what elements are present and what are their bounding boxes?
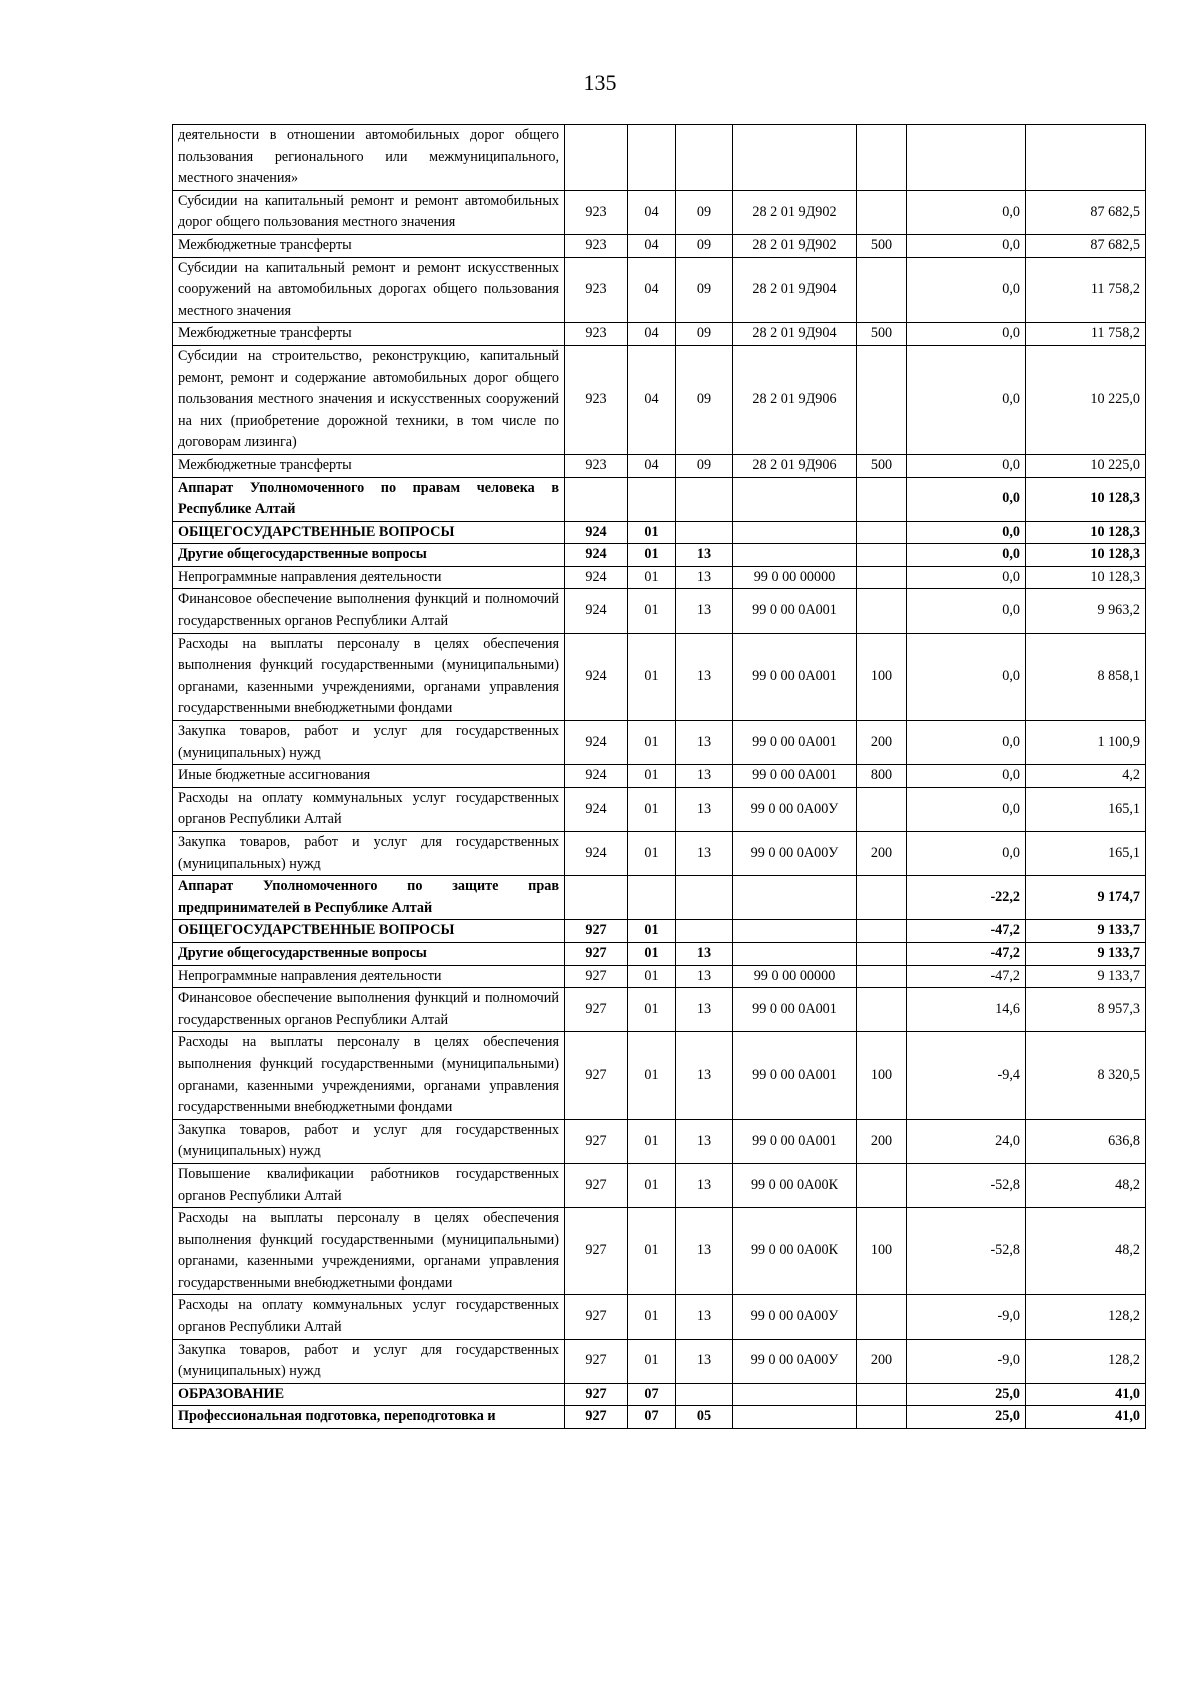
expense-type-cell: 100 (857, 633, 907, 720)
expense-type-cell (857, 942, 907, 965)
expense-type-cell (857, 1163, 907, 1207)
change-amount-cell: 24,0 (907, 1119, 1026, 1163)
expense-type-cell: 500 (857, 454, 907, 477)
expense-type-cell (857, 566, 907, 589)
table-row (173, 589, 1146, 633)
section-cell: 04 (628, 257, 676, 323)
row-name-cell: Расходы на оплату коммунальных услуг государственных органов Республики Алтай (173, 1295, 565, 1339)
total-amount-cell: 10 128,3 (1026, 566, 1146, 589)
expense-type-cell (857, 876, 907, 920)
target-article-cell: 28 2 01 9Д902 (733, 190, 857, 234)
target-article-cell: 28 2 01 9Д906 (733, 454, 857, 477)
expense-type-cell: 500 (857, 234, 907, 257)
table-body (173, 125, 1146, 1429)
row-name-cell: Субсидии на строительство, реконструкцию, капитальный ремонт, ремонт и содержание автомобильных дорог общего пользования местного значения и искусственных сооружений на них (приобретение дорожной техники, в том числе по договорам лизинга) (173, 345, 565, 454)
row-name-cell: Аппарат Уполномоченного по защите прав предпринимателей в Республике Алтай (173, 876, 565, 920)
expense-type-cell (857, 1406, 907, 1429)
expense-type-cell (857, 787, 907, 831)
target-article-cell (733, 521, 857, 544)
change-amount-cell: 0,0 (907, 832, 1026, 876)
total-amount-cell: 41,0 (1026, 1406, 1146, 1429)
subsection-cell: 13 (676, 787, 733, 831)
grbs-cell (565, 477, 628, 521)
table-row (173, 965, 1146, 988)
section-cell (628, 876, 676, 920)
grbs-cell: 927 (565, 1208, 628, 1295)
change-amount-cell: 0,0 (907, 190, 1026, 234)
grbs-cell: 923 (565, 257, 628, 323)
expense-type-cell: 100 (857, 1032, 907, 1119)
change-amount-cell: -52,8 (907, 1208, 1026, 1295)
target-article-cell: 99 0 00 0А001 (733, 1119, 857, 1163)
table-row (173, 125, 1146, 191)
table-row (173, 345, 1146, 454)
row-name-cell: Субсидии на капитальный ремонт и ремонт искусственных сооружений на автомобильных дорогах общего пользования местного значения (173, 257, 565, 323)
total-amount-cell: 48,2 (1026, 1163, 1146, 1207)
row-name-cell: Непрограммные направления деятельности (173, 566, 565, 589)
table-row (173, 544, 1146, 567)
table-row (173, 1119, 1146, 1163)
row-name-cell: ОБЩЕГОСУДАРСТВЕННЫЕ ВОПРОСЫ (173, 521, 565, 544)
row-name-cell: ОБЩЕГОСУДАРСТВЕННЫЕ ВОПРОСЫ (173, 920, 565, 943)
total-amount-cell: 9 133,7 (1026, 965, 1146, 988)
grbs-cell: 923 (565, 323, 628, 346)
subsection-cell: 13 (676, 1163, 733, 1207)
total-amount-cell: 9 133,7 (1026, 920, 1146, 943)
change-amount-cell: 0,0 (907, 787, 1026, 831)
change-amount-cell: 0,0 (907, 477, 1026, 521)
expense-type-cell (857, 345, 907, 454)
table-row (173, 765, 1146, 788)
grbs-cell: 924 (565, 521, 628, 544)
total-amount-cell: 1 100,9 (1026, 721, 1146, 765)
page-number: 135 (583, 70, 617, 95)
target-article-cell: 99 0 00 0А00У (733, 1295, 857, 1339)
change-amount-cell: -9,0 (907, 1339, 1026, 1383)
table-row (173, 323, 1146, 346)
change-amount-cell: 25,0 (907, 1406, 1026, 1429)
section-cell: 01 (628, 988, 676, 1032)
row-name-cell: ОБРАЗОВАНИЕ (173, 1383, 565, 1406)
expense-type-cell: 200 (857, 1339, 907, 1383)
target-article-cell: 99 0 00 0А00К (733, 1208, 857, 1295)
row-name-cell: деятельности в отношении автомобильных дорог общего пользования регионального или межмуниципального, местного значения» (173, 125, 565, 191)
expense-type-cell (857, 477, 907, 521)
row-name-cell: Закупка товаров, работ и услуг для государственных (муниципальных) нужд (173, 1339, 565, 1383)
expense-type-cell (857, 544, 907, 567)
total-amount-cell (1026, 125, 1146, 191)
change-amount-cell: 25,0 (907, 1383, 1026, 1406)
expense-type-cell: 800 (857, 765, 907, 788)
change-amount-cell: -22,2 (907, 876, 1026, 920)
section-cell: 01 (628, 521, 676, 544)
expense-type-cell (857, 1295, 907, 1339)
target-article-cell: 28 2 01 9Д902 (733, 234, 857, 257)
subsection-cell: 13 (676, 1295, 733, 1339)
section-cell: 01 (628, 721, 676, 765)
section-cell: 01 (628, 1295, 676, 1339)
section-cell: 01 (628, 942, 676, 965)
target-article-cell: 99 0 00 0А001 (733, 589, 857, 633)
section-cell: 01 (628, 787, 676, 831)
grbs-cell: 927 (565, 1295, 628, 1339)
subsection-cell: 09 (676, 190, 733, 234)
target-article-cell: 99 0 00 00000 (733, 965, 857, 988)
grbs-cell: 927 (565, 1383, 628, 1406)
total-amount-cell: 9 133,7 (1026, 942, 1146, 965)
section-cell: 04 (628, 323, 676, 346)
table-row (173, 1339, 1146, 1383)
grbs-cell: 924 (565, 544, 628, 567)
grbs-cell: 927 (565, 920, 628, 943)
total-amount-cell: 8 858,1 (1026, 633, 1146, 720)
change-amount-cell: -9,4 (907, 1032, 1026, 1119)
section-cell: 01 (628, 920, 676, 943)
change-amount-cell: 0,0 (907, 257, 1026, 323)
change-amount-cell: -9,0 (907, 1295, 1026, 1339)
expense-type-cell: 100 (857, 1208, 907, 1295)
row-name-cell: Расходы на выплаты персоналу в целях обеспечения выполнения функций государственными (муниципальными) органами, казенными учреждениями, органами управления государственными внебюджетными фондами (173, 1032, 565, 1119)
total-amount-cell: 10 225,0 (1026, 345, 1146, 454)
expense-type-cell (857, 589, 907, 633)
total-amount-cell: 10 128,3 (1026, 477, 1146, 521)
expense-type-cell: 200 (857, 721, 907, 765)
table-row (173, 633, 1146, 720)
target-article-cell: 28 2 01 9Д904 (733, 323, 857, 346)
table-row (173, 1163, 1146, 1207)
expense-type-cell: 200 (857, 832, 907, 876)
section-cell (628, 125, 676, 191)
grbs-cell (565, 876, 628, 920)
target-article-cell: 99 0 00 0А00У (733, 832, 857, 876)
budget-table (172, 124, 1146, 1429)
target-article-cell: 99 0 00 00000 (733, 566, 857, 589)
target-article-cell: 99 0 00 0А001 (733, 721, 857, 765)
grbs-cell: 924 (565, 589, 628, 633)
section-cell: 01 (628, 1032, 676, 1119)
table-row (173, 1032, 1146, 1119)
total-amount-cell: 87 682,5 (1026, 234, 1146, 257)
subsection-cell: 13 (676, 1339, 733, 1383)
section-cell: 04 (628, 234, 676, 257)
row-name-cell: Другие общегосударственные вопросы (173, 544, 565, 567)
grbs-cell: 927 (565, 988, 628, 1032)
subsection-cell: 13 (676, 544, 733, 567)
section-cell: 01 (628, 589, 676, 633)
section-cell: 01 (628, 1163, 676, 1207)
grbs-cell: 924 (565, 721, 628, 765)
row-name-cell: Повышение квалификации работников государственных органов Республики Алтай (173, 1163, 565, 1207)
section-cell: 01 (628, 965, 676, 988)
subsection-cell: 09 (676, 257, 733, 323)
row-name-cell: Финансовое обеспечение выполнения функций и полномочий государственных органов Республики Алтай (173, 589, 565, 633)
subsection-cell: 13 (676, 633, 733, 720)
section-cell: 04 (628, 345, 676, 454)
subsection-cell (676, 1383, 733, 1406)
target-article-cell: 99 0 00 0А00К (733, 1163, 857, 1207)
table-row (173, 721, 1146, 765)
expense-type-cell (857, 988, 907, 1032)
total-amount-cell: 636,8 (1026, 1119, 1146, 1163)
total-amount-cell: 48,2 (1026, 1208, 1146, 1295)
change-amount-cell: 0,0 (907, 633, 1026, 720)
section-cell: 01 (628, 633, 676, 720)
subsection-cell (676, 920, 733, 943)
table-row (173, 876, 1146, 920)
table-row (173, 832, 1146, 876)
table-row (173, 1406, 1146, 1429)
section-cell: 04 (628, 190, 676, 234)
grbs-cell: 923 (565, 345, 628, 454)
subsection-cell: 09 (676, 234, 733, 257)
change-amount-cell: 0,0 (907, 765, 1026, 788)
grbs-cell: 924 (565, 633, 628, 720)
table-row (173, 942, 1146, 965)
target-article-cell (733, 942, 857, 965)
expense-type-cell: 200 (857, 1119, 907, 1163)
row-name-cell: Другие общегосударственные вопросы (173, 942, 565, 965)
subsection-cell: 05 (676, 1406, 733, 1429)
change-amount-cell: 0,0 (907, 589, 1026, 633)
table-row (173, 234, 1146, 257)
total-amount-cell: 10 128,3 (1026, 521, 1146, 544)
expense-type-cell (857, 190, 907, 234)
total-amount-cell: 11 758,2 (1026, 257, 1146, 323)
total-amount-cell: 128,2 (1026, 1295, 1146, 1339)
row-name-cell: Иные бюджетные ассигнования (173, 765, 565, 788)
section-cell (628, 477, 676, 521)
section-cell: 04 (628, 454, 676, 477)
target-article-cell (733, 1383, 857, 1406)
subsection-cell: 13 (676, 942, 733, 965)
table-row (173, 1295, 1146, 1339)
total-amount-cell: 87 682,5 (1026, 190, 1146, 234)
row-name-cell: Закупка товаров, работ и услуг для государственных (муниципальных) нужд (173, 721, 565, 765)
row-name-cell: Расходы на оплату коммунальных услуг государственных органов Республики Алтай (173, 787, 565, 831)
total-amount-cell: 8 957,3 (1026, 988, 1146, 1032)
expense-type-cell (857, 521, 907, 544)
subsection-cell (676, 125, 733, 191)
total-amount-cell: 10 128,3 (1026, 544, 1146, 567)
target-article-cell (733, 125, 857, 191)
change-amount-cell: 0,0 (907, 454, 1026, 477)
table-row (173, 1208, 1146, 1295)
subsection-cell: 13 (676, 988, 733, 1032)
row-name-cell: Финансовое обеспечение выполнения функций и полномочий государственных органов Республики Алтай (173, 988, 565, 1032)
table-row (173, 257, 1146, 323)
section-cell: 07 (628, 1383, 676, 1406)
row-name-cell: Межбюджетные трансферты (173, 234, 565, 257)
change-amount-cell: 0,0 (907, 544, 1026, 567)
table-row (173, 1383, 1146, 1406)
grbs-cell: 924 (565, 832, 628, 876)
table-row (173, 190, 1146, 234)
change-amount-cell (907, 125, 1026, 191)
total-amount-cell: 10 225,0 (1026, 454, 1146, 477)
row-name-cell: Закупка товаров, работ и услуг для государственных (муниципальных) нужд (173, 1119, 565, 1163)
target-article-cell: 99 0 00 0А001 (733, 1032, 857, 1119)
section-cell: 07 (628, 1406, 676, 1429)
section-cell: 01 (628, 544, 676, 567)
table-row (173, 988, 1146, 1032)
total-amount-cell: 9 963,2 (1026, 589, 1146, 633)
change-amount-cell: 14,6 (907, 988, 1026, 1032)
target-article-cell: 28 2 01 9Д906 (733, 345, 857, 454)
expense-type-cell (857, 965, 907, 988)
grbs-cell: 927 (565, 1406, 628, 1429)
grbs-cell: 923 (565, 454, 628, 477)
subsection-cell: 13 (676, 589, 733, 633)
grbs-cell: 924 (565, 765, 628, 788)
subsection-cell: 13 (676, 1032, 733, 1119)
target-article-cell (733, 544, 857, 567)
target-article-cell: 99 0 00 0А001 (733, 765, 857, 788)
target-article-cell: 99 0 00 0А001 (733, 633, 857, 720)
grbs-cell: 927 (565, 1339, 628, 1383)
subsection-cell (676, 876, 733, 920)
row-name-cell: Аппарат Уполномоченного по правам человека в Республике Алтай (173, 477, 565, 521)
section-cell: 01 (628, 765, 676, 788)
target-article-cell (733, 920, 857, 943)
row-name-cell: Профессиональная подготовка, переподготовка и (173, 1406, 565, 1429)
change-amount-cell: -47,2 (907, 942, 1026, 965)
subsection-cell: 13 (676, 566, 733, 589)
target-article-cell (733, 876, 857, 920)
grbs-cell: 927 (565, 1119, 628, 1163)
target-article-cell: 28 2 01 9Д904 (733, 257, 857, 323)
grbs-cell: 923 (565, 190, 628, 234)
target-article-cell: 99 0 00 0А001 (733, 988, 857, 1032)
change-amount-cell: 0,0 (907, 345, 1026, 454)
target-article-cell: 99 0 00 0А00У (733, 787, 857, 831)
grbs-cell: 927 (565, 965, 628, 988)
grbs-cell (565, 125, 628, 191)
expense-type-cell (857, 920, 907, 943)
change-amount-cell: 0,0 (907, 566, 1026, 589)
subsection-cell: 13 (676, 1208, 733, 1295)
change-amount-cell: 0,0 (907, 234, 1026, 257)
expense-type-cell (857, 1383, 907, 1406)
change-amount-cell: 0,0 (907, 521, 1026, 544)
target-article-cell (733, 477, 857, 521)
target-article-cell: 99 0 00 0А00У (733, 1339, 857, 1383)
grbs-cell: 927 (565, 942, 628, 965)
expense-type-cell: 500 (857, 323, 907, 346)
subsection-cell: 13 (676, 721, 733, 765)
row-name-cell: Расходы на выплаты персоналу в целях обеспечения выполнения функций государственными (муниципальными) органами, казенными учреждениями, органами управления государственными внебюджетными фондами (173, 1208, 565, 1295)
table-row (173, 521, 1146, 544)
total-amount-cell: 165,1 (1026, 832, 1146, 876)
grbs-cell: 924 (565, 566, 628, 589)
section-cell: 01 (628, 566, 676, 589)
total-amount-cell: 128,2 (1026, 1339, 1146, 1383)
subsection-cell: 13 (676, 1119, 733, 1163)
table-row (173, 787, 1146, 831)
grbs-cell: 923 (565, 234, 628, 257)
row-name-cell: Расходы на выплаты персоналу в целях обеспечения выполнения функций государственными (муниципальными) органами, казенными учреждениями, органами управления государственными внебюджетными фондами (173, 633, 565, 720)
subsection-cell (676, 477, 733, 521)
target-article-cell (733, 1406, 857, 1429)
total-amount-cell: 9 174,7 (1026, 876, 1146, 920)
row-name-cell: Межбюджетные трансферты (173, 323, 565, 346)
expense-type-cell (857, 257, 907, 323)
total-amount-cell: 165,1 (1026, 787, 1146, 831)
section-cell: 01 (628, 1339, 676, 1383)
table-row (173, 454, 1146, 477)
expense-type-cell (857, 125, 907, 191)
grbs-cell: 927 (565, 1032, 628, 1119)
section-cell: 01 (628, 1119, 676, 1163)
table-row (173, 477, 1146, 521)
section-cell: 01 (628, 832, 676, 876)
row-name-cell: Закупка товаров, работ и услуг для государственных (муниципальных) нужд (173, 832, 565, 876)
row-name-cell: Субсидии на капитальный ремонт и ремонт автомобильных дорог общего пользования местного значения (173, 190, 565, 234)
subsection-cell (676, 521, 733, 544)
grbs-cell: 927 (565, 1163, 628, 1207)
section-cell: 01 (628, 1208, 676, 1295)
table-row (173, 566, 1146, 589)
row-name-cell: Межбюджетные трансферты (173, 454, 565, 477)
subsection-cell: 13 (676, 765, 733, 788)
subsection-cell: 09 (676, 454, 733, 477)
table-row (173, 920, 1146, 943)
total-amount-cell: 8 320,5 (1026, 1032, 1146, 1119)
subsection-cell: 09 (676, 323, 733, 346)
total-amount-cell: 4,2 (1026, 765, 1146, 788)
subsection-cell: 09 (676, 345, 733, 454)
row-name-cell: Непрограммные направления деятельности (173, 965, 565, 988)
change-amount-cell: 0,0 (907, 323, 1026, 346)
subsection-cell: 13 (676, 832, 733, 876)
grbs-cell: 924 (565, 787, 628, 831)
change-amount-cell: -52,8 (907, 1163, 1026, 1207)
change-amount-cell: -47,2 (907, 965, 1026, 988)
change-amount-cell: -47,2 (907, 920, 1026, 943)
change-amount-cell: 0,0 (907, 721, 1026, 765)
subsection-cell: 13 (676, 965, 733, 988)
total-amount-cell: 41,0 (1026, 1383, 1146, 1406)
total-amount-cell: 11 758,2 (1026, 323, 1146, 346)
